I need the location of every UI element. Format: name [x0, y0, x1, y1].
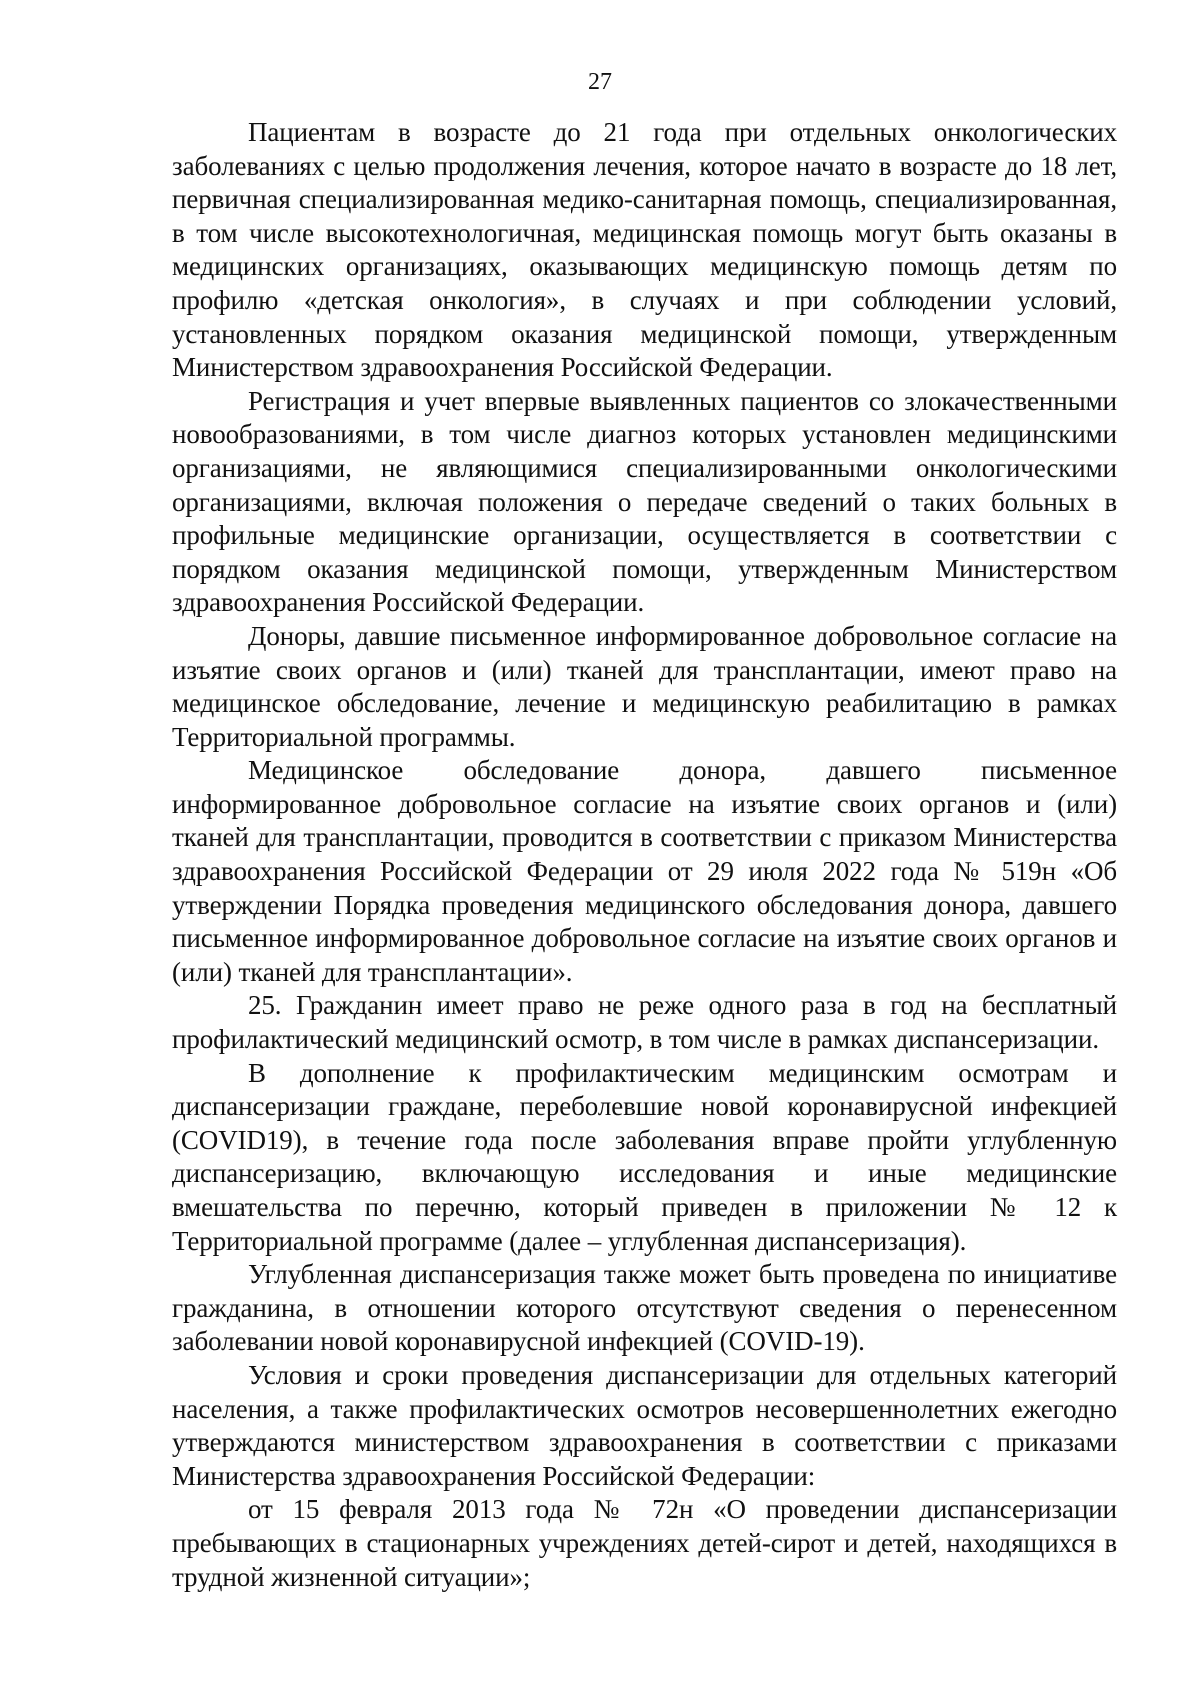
paragraph-in-depth-dispensary: Углубленная диспансеризация также может быть проведена по инициативе гражданина, в отношении которого отсутствуют сведения о перенесенном заболевании новой коронавирусной инфекцией (COVID-19).	[172, 1259, 1117, 1357]
paragraph-cancer-registration: Регистрация и учет впервые выявленных пациентов со злокачественными новообразованиями, в том числе диагноз которых установлен медицинскими организациями, не являющимися специализированными онкологическими организациями, включая положения о передаче сведений о таких больных в профильные медицинские организации, осуществляется в соответствии с порядком оказания медицинской помощи, утвержденным Министерством здравоохранения Российской Федерации.	[172, 385, 1117, 618]
paragraph-covid-dispensary: В дополнение к профилактическим медицинским осмотрам и диспансеризации граждане, переболевшие новой коронавирусной инфекцией (COVID19), в течение года после заболевания вправе пройти углубленную диспансеризацию, включающую исследования и иные медицинские вмешательства по перечню, который приведен в приложении № 12 к Территориальной программе (далее – углубленная диспансеризация).	[172, 1057, 1117, 1256]
paragraph-donor-examination: Медицинское обследование донора, давшего письменное информированное добровольное согласие на изъятие своих органов и (или) тканей для трансплантации, проводится в соответствии с приказом Министерства здравоохранения Российской Федерации от 29 июля 2022 года № 519н «Об утверждении Порядка проведения медицинского обследования донора, давшего письменное информированное добровольное согласие на изъятие своих органов и (или) тканей для трансплантации».	[172, 755, 1117, 987]
document-body	[172, 116, 1117, 1594]
page-number: 27	[588, 69, 612, 95]
paragraph-conditions-terms: Условия и сроки проведения диспансеризации для отдельных категорий населения, а также профилактических осмотров несовершеннолетних ежегодно утверждаются министерством здравоохранения в соответствии с приказами Министерства здравоохранения Российской Федерации:	[172, 1359, 1117, 1491]
paragraph-donors-rights: Доноры, давшие письменное информированное добровольное согласие на изъятие своих органов и (или) тканей для трансплантации, имеют право на медицинское обследование, лечение и медицинскую реабилитацию в рамках Территориальной программы.	[172, 620, 1117, 752]
paragraph-oncology-under-21: Пациентам в возрасте до 21 года при отдельных онкологических заболеваниях с целью продолжения лечения, которое начато в возрасте до 18 лет, первичная специализированная медико-санитарная помощь, специализированная, в том числе высокотехнологичная, медицинская помощь могут быть оказаны в медицинских организациях, оказывающих медицинскую помощь детям по профилю «детская онкология», в случаях и при соблюдении условий, установленных порядком оказания медицинской помощи, утвержденным Министерством здравоохранения Российской Федерации.	[172, 117, 1117, 383]
paragraph-order-72n: от 15 февраля 2013 года № 72н «О проведении диспансеризации пребывающих в стационарных учреждениях детей-сирот и детей, находящихся в трудной жизненной ситуации»;	[172, 1494, 1117, 1592]
paragraph-item-25: 25. Гражданин имеет право не реже одного раза в год на бесплатный профилактический медицинский осмотр, в том числе в рамках диспансеризации.	[172, 990, 1117, 1055]
